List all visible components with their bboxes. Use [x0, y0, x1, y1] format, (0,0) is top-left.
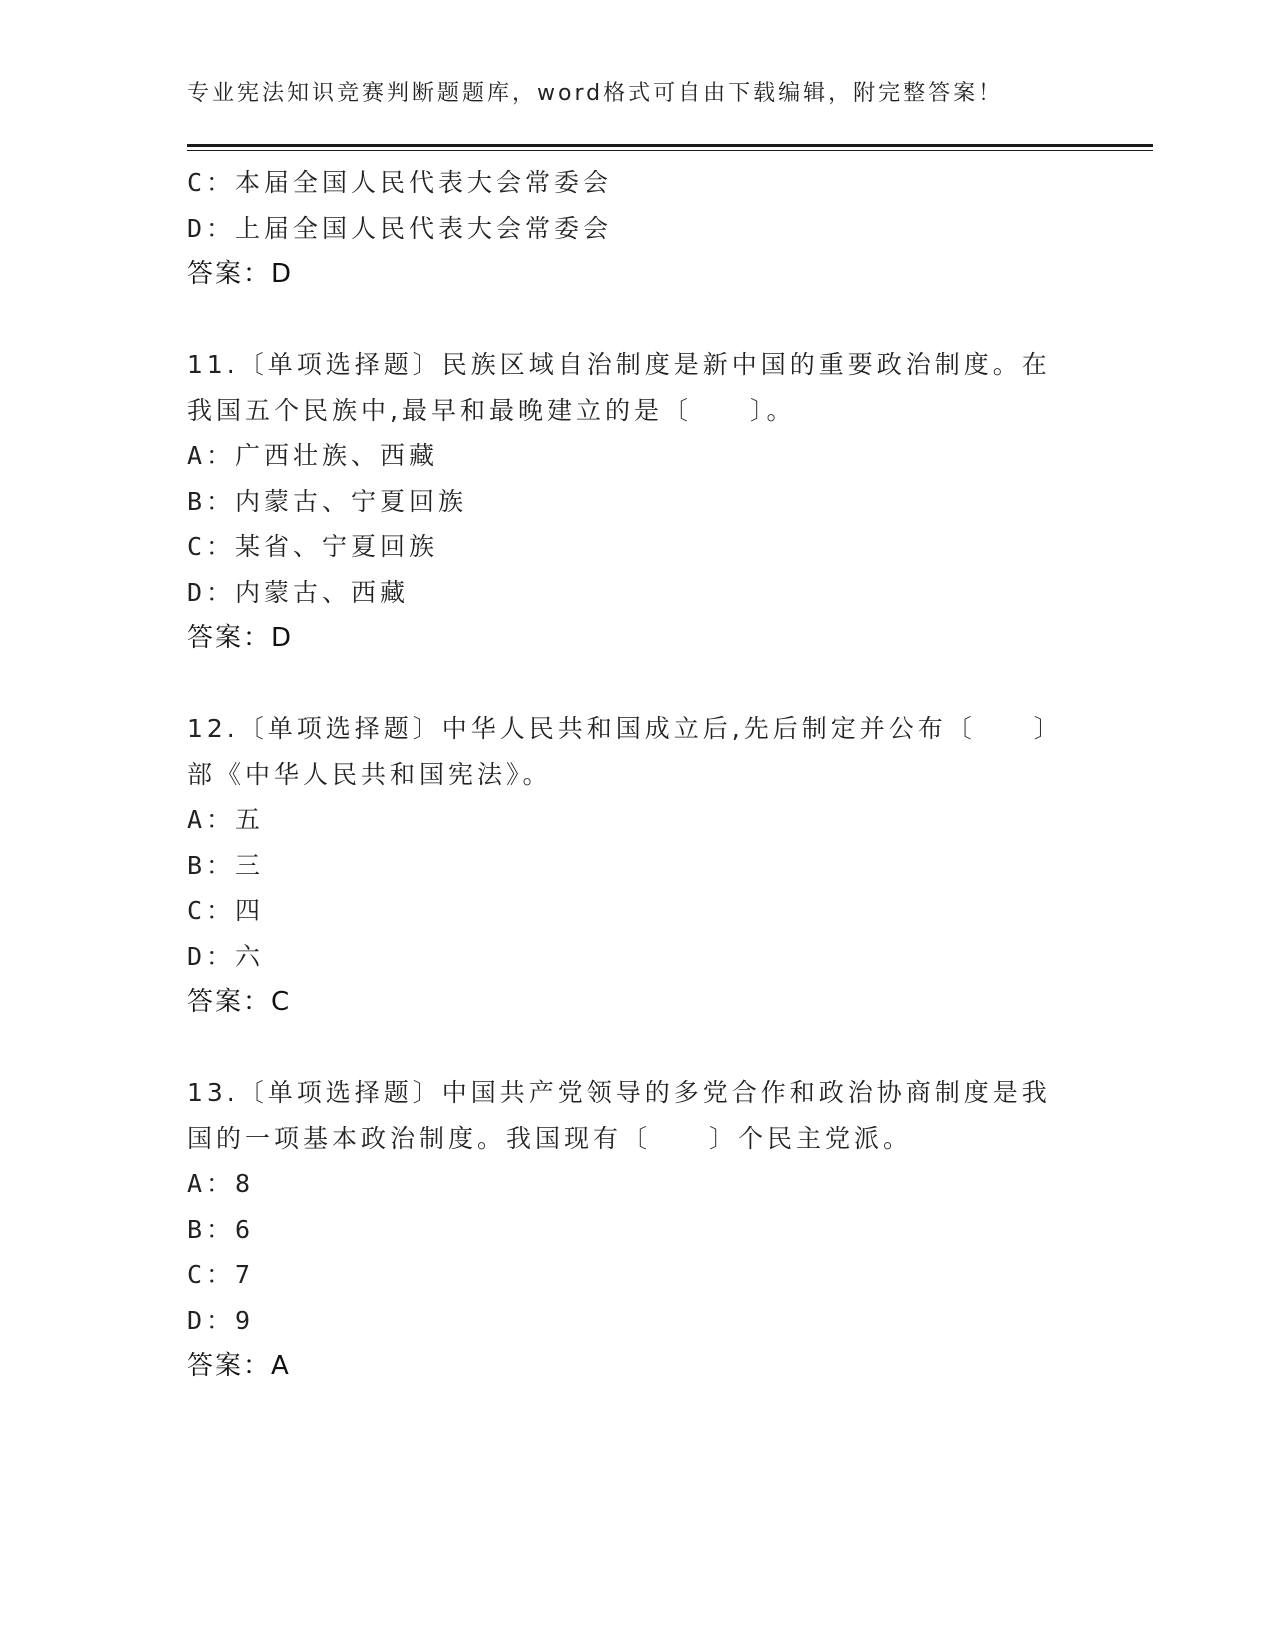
answer-line: 答案：D [187, 623, 294, 653]
question-list [187, 160, 1087, 1389]
header-divider [187, 144, 1153, 147]
question-10-continuation [187, 160, 1087, 297]
option-c: C：四 [187, 896, 265, 925]
question-stem: 11.〔单项选择题〕民族区域自治制度是新中国的重要政治制度。在我国五个民族中,最早和最晚建立的是〔 〕。 [187, 350, 1051, 425]
option-d: D：9 [187, 1305, 255, 1335]
option-d: D：六 [187, 941, 265, 971]
question-stem: 12.〔单项选择题〕中华人民共和国成立后,先后制定并公布〔 〕部《中华人民共和国宪法》。 [187, 714, 1063, 789]
header-divider-thin [187, 150, 1153, 151]
page-header: 专业宪法知识竞赛判断题题库，word格式可自由下载编辑，附完整答案！ [187, 81, 1004, 106]
option-b: B：6 [187, 1214, 255, 1244]
option-a: A：8 [187, 1169, 255, 1198]
option-c: C：7 [187, 1260, 255, 1289]
option-a: A：五 [187, 805, 265, 834]
question-13 [187, 1070, 1087, 1389]
option-d: D：上届全国人民代表大会常委会 [187, 213, 613, 243]
option-b: B：内蒙古、宁夏回族 [187, 486, 468, 516]
option-c: C：本届全国人民代表大会常委会 [187, 168, 613, 197]
answer-line: 答案：A [187, 1351, 291, 1381]
question-12 [187, 706, 1087, 1025]
option-d: D：内蒙古、西藏 [187, 577, 410, 607]
option-b: B：三 [187, 850, 265, 880]
answer-line: 答案：C [187, 987, 292, 1017]
question-11 [187, 342, 1087, 661]
option-a: A：广西壮族、西藏 [187, 441, 439, 470]
option-c: C：某省、宁夏回族 [187, 532, 439, 561]
answer-line: 答案：D [187, 259, 294, 289]
question-stem: 13.〔单项选择题〕中国共产党领导的多党合作和政治协商制度是我国的一项基本政治制度。我国现有〔 〕个民主党派。 [187, 1078, 1051, 1153]
